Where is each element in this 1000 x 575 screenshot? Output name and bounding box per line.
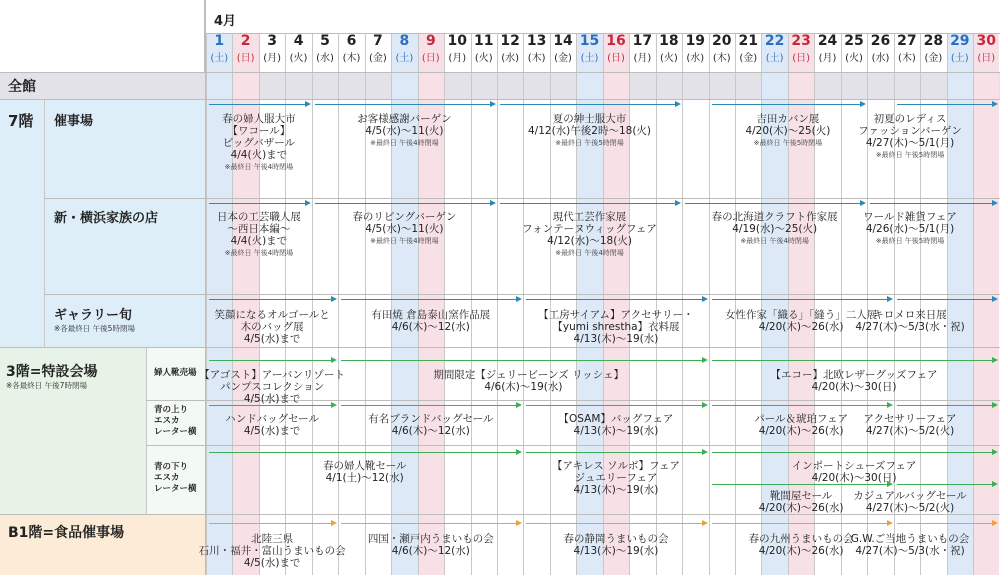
row-line	[146, 445, 1000, 446]
day-number: 3	[267, 33, 277, 49]
event-date: 4/13(木)〜19(水)	[573, 484, 659, 496]
f7-gallery-note: ※各最終日 午後5時閉場	[54, 324, 135, 333]
day-header	[312, 33, 338, 71]
event-item	[820, 490, 1000, 514]
day-number: 1	[214, 33, 225, 49]
event-period-arrow	[712, 104, 865, 105]
day-header	[761, 33, 787, 71]
f7-gallery-label: ギャラリー旬	[54, 308, 133, 323]
f7-label: 7階	[8, 112, 34, 130]
event-date: 4/5(水)まで	[243, 557, 301, 569]
event-period-arrow	[712, 299, 891, 300]
day-header	[973, 33, 999, 71]
event-title: 初夏のレディス	[873, 113, 947, 125]
day-header	[629, 33, 655, 71]
event-period-arrow	[897, 523, 996, 524]
event-date: 4/13(木)〜19(水)	[573, 425, 659, 437]
event-period-arrow	[712, 360, 996, 361]
event-note: ※最終日 午後5時閉場	[753, 139, 823, 147]
event-item	[764, 369, 944, 393]
event-title: 【工房サイアム】アクセサリー・	[538, 309, 694, 321]
event-period-arrow	[341, 360, 705, 361]
day-weekday: (火)	[289, 53, 308, 64]
day-number: 23	[791, 33, 811, 49]
day-number: 26	[870, 33, 891, 49]
day-weekday: (日)	[977, 53, 996, 64]
day-header	[471, 33, 497, 71]
day-header	[418, 33, 444, 71]
event-title: 現代工芸作家展	[552, 211, 627, 223]
day-header	[338, 33, 364, 71]
event-date: 4/20(木)〜30(日)	[811, 472, 897, 484]
event-item	[820, 413, 1000, 437]
day-number: 28	[923, 33, 944, 49]
day-weekday: (金)	[369, 53, 387, 64]
day-header	[523, 33, 549, 71]
event-title: ハンドバッグセール	[225, 413, 319, 425]
event-date: 4/4(火)まで	[230, 235, 288, 247]
row-line	[0, 72, 1000, 73]
event-date: 4/27(木)〜5/3(水・祝)	[855, 545, 965, 557]
event-period-arrow	[897, 104, 996, 105]
day-weekday: (金)	[739, 53, 758, 64]
b1-label: B1階=食品催事場	[8, 525, 125, 541]
day-header	[497, 33, 523, 71]
all-row-bg	[0, 72, 1000, 99]
event-date: 4/20(木)〜26(水)	[758, 425, 844, 437]
f3-shoes-label: 婦人靴売場	[154, 368, 197, 378]
event-period-arrow	[712, 484, 891, 485]
day-header	[682, 33, 708, 71]
day-weekday: (火)	[659, 53, 678, 64]
event-date: 4/1(土)〜12(水)	[325, 472, 404, 484]
day-number: 25	[844, 33, 864, 49]
event-date: 4/27(木)〜5/2(火)	[865, 425, 955, 437]
event-period-arrow	[209, 104, 309, 105]
day-header	[232, 33, 258, 71]
event-item	[433, 369, 624, 393]
event-date: 4/4(火)まで	[230, 149, 288, 161]
row-line	[0, 514, 1000, 515]
event-date: 4/20(木)〜26(水)	[758, 321, 844, 333]
day-header	[365, 33, 391, 71]
day-number: 20	[712, 33, 732, 49]
event-item	[182, 369, 362, 405]
event-period-arrow	[341, 405, 520, 406]
event-item	[341, 533, 521, 557]
event-title: お客様感謝バーゲン	[357, 113, 452, 125]
day-number: 8	[399, 33, 410, 49]
day-header	[841, 33, 867, 71]
event-title: 木のバッグ展	[240, 321, 304, 333]
event-item	[314, 113, 494, 149]
day-weekday: (土)	[210, 53, 229, 64]
event-period-arrow	[897, 484, 996, 485]
event-date: 4/27(木)〜5/3(水・祝)	[855, 321, 965, 333]
day-number: 10	[447, 33, 467, 49]
event-note: ※最終日 午後5時閉場	[875, 151, 945, 159]
event-date: 4/5(水)まで	[243, 393, 301, 405]
event-note: ※最終日 午後5時閉場	[555, 139, 624, 147]
event-title: 石川・福井・富山うまいもの会	[198, 545, 346, 557]
row-line	[0, 99, 1000, 100]
event-period-arrow	[209, 360, 335, 361]
event-period-arrow	[341, 523, 520, 524]
event-item	[314, 211, 494, 247]
event-period-arrow	[526, 452, 705, 453]
event-title: 春の九州うまいもの会	[748, 533, 854, 545]
day-weekday: (木)	[712, 53, 731, 64]
event-period-arrow	[500, 203, 679, 204]
event-title: 靴間屋セール	[769, 490, 833, 502]
event-period-arrow	[712, 405, 891, 406]
event-title: ファッションバーゲン	[858, 125, 962, 137]
event-title: アクセサリーフェア	[863, 413, 957, 425]
day-number: 11	[473, 33, 494, 49]
event-title: 日本の工芸職人展	[216, 211, 301, 223]
event-date: 4/20(木)〜25(火)	[745, 125, 831, 137]
event-title: 笑顔になるオルゴールと	[214, 309, 330, 321]
event-title: 【アキレス ソルボ】フェア	[551, 460, 680, 472]
f3-label: 3階=特設会場	[6, 364, 98, 380]
day-header	[444, 33, 470, 71]
event-period-arrow	[500, 104, 679, 105]
day-number: 2	[240, 33, 251, 49]
event-item	[820, 309, 1000, 333]
event-period-arrow	[209, 452, 520, 453]
day-header	[259, 33, 285, 71]
day-weekday: (土)	[765, 53, 784, 64]
event-period-arrow	[315, 104, 494, 105]
event-date: 4/20(木)〜26(水)	[758, 502, 844, 514]
f3-up-label: 青の上り エスカ レーター横	[154, 405, 197, 437]
event-period-arrow	[315, 203, 494, 204]
event-date: 4/27(木)〜5/2(火)	[865, 502, 955, 514]
event-date: 4/5(水)〜11(火)	[365, 125, 444, 137]
day-header	[709, 33, 735, 71]
day-number: 19	[685, 33, 706, 49]
month-label: 4月	[214, 14, 237, 29]
event-date: 4/13(木)〜19(水)	[573, 333, 659, 345]
day-header	[391, 33, 417, 71]
event-date: 4/20(木)〜26(水)	[758, 545, 844, 557]
day-header	[576, 33, 602, 71]
event-item	[526, 309, 706, 345]
f7-event-label: 催事場	[54, 114, 94, 129]
event-item	[275, 460, 455, 484]
event-item	[764, 460, 944, 484]
day-weekday: (日)	[607, 53, 625, 64]
event-note: ※最終日 午後4時閉場	[370, 139, 439, 147]
day-weekday: (木)	[527, 53, 546, 64]
day-header	[947, 33, 973, 71]
event-title: キロメロ来日展	[873, 309, 947, 321]
event-title: 【yumi shrestha】衣料展	[552, 321, 680, 333]
event-item	[182, 413, 362, 437]
day-column-line	[497, 33, 498, 575]
day-number: 7	[373, 33, 383, 49]
day-number: 24	[817, 33, 838, 49]
day-header	[206, 33, 232, 71]
day-number: 4	[293, 33, 304, 49]
day-number: 17	[632, 33, 653, 49]
day-number: 6	[346, 33, 357, 49]
event-title: 夏の紳士服大市	[552, 113, 627, 125]
event-title: ビッグバザール	[222, 137, 296, 149]
day-number: 5	[320, 33, 330, 49]
event-item	[820, 211, 1000, 247]
event-title: ワールド雑貨フェア	[863, 211, 957, 223]
event-note: ※最終日 午後5時閉場	[875, 237, 945, 245]
event-item	[526, 413, 706, 437]
event-title: フォンテーヌウィッグフェア	[522, 223, 657, 235]
f7-family-label: 新・横浜家族の店	[54, 211, 159, 226]
event-title: 春の婦人服大市	[222, 113, 296, 125]
event-title: カジュアルバッグセール	[853, 490, 967, 502]
event-title: 〜西日本編〜	[227, 223, 291, 235]
header-blank	[0, 0, 205, 72]
event-date: 4/5(水)〜11(火)	[365, 223, 444, 235]
event-title: 春の北海道クラフト作家展	[711, 211, 838, 223]
event-period-arrow	[712, 452, 996, 453]
event-date: 4/19(水)〜25(火)	[732, 223, 818, 235]
event-date: 4/20(木)〜30(日)	[811, 381, 897, 393]
event-title: 【エコー】北欧レザーグッズフェア	[770, 369, 938, 381]
day-number: 27	[897, 33, 917, 49]
event-period-arrow	[870, 203, 996, 204]
event-date: 4/27(木)〜5/1(月)	[865, 137, 955, 149]
row-line	[0, 347, 1000, 348]
f3-down-label: 青の下り エスカ レーター横	[154, 462, 197, 494]
day-number: 13	[526, 33, 547, 49]
event-item	[500, 211, 680, 259]
event-title: インポートシューズフェア	[791, 460, 917, 472]
event-item	[526, 460, 706, 496]
day-header	[788, 33, 814, 71]
event-title: 春のリビングバーゲン	[352, 211, 457, 223]
event-item	[820, 533, 1000, 557]
event-title: 吉田カバン展	[756, 113, 820, 125]
event-title: 北陸三県	[251, 533, 294, 545]
event-note: ※最終日 午後4時閉場	[740, 237, 809, 245]
day-number: 21	[738, 33, 758, 49]
event-date: 4/5(水)まで	[243, 425, 301, 437]
event-period-arrow	[712, 523, 891, 524]
event-title: 春の婦人靴セール	[323, 460, 407, 472]
event-date: 4/6(木)〜19(水)	[484, 381, 563, 393]
day-number: 18	[659, 33, 679, 49]
day-weekday: (金)	[924, 53, 943, 64]
event-title: 有田焼 倉島泰山窯作品展	[371, 309, 491, 321]
day-weekday: (火)	[474, 53, 493, 64]
event-note: ※最終日 午後4時閉場	[555, 249, 624, 257]
event-item	[341, 309, 521, 333]
event-title: 女性作家「織る」「縫う」二人展	[725, 309, 878, 321]
day-number: 14	[553, 33, 573, 49]
day-number: 30	[976, 33, 996, 49]
day-header	[550, 33, 576, 71]
event-title: 有名ブランドバッグセール	[368, 413, 494, 425]
all-label: 全館	[8, 79, 36, 95]
day-header	[814, 33, 840, 71]
event-period-arrow	[526, 523, 705, 524]
row-line	[44, 198, 1000, 199]
event-period-arrow	[526, 299, 705, 300]
event-date: 4/6(木)〜12(水)	[391, 425, 470, 437]
event-item	[526, 533, 706, 557]
day-weekday: (火)	[845, 53, 863, 64]
event-item	[182, 533, 362, 569]
day-number: 9	[425, 33, 436, 49]
day-weekday: (水)	[501, 53, 520, 64]
event-period-arrow	[209, 203, 309, 204]
day-header	[920, 33, 946, 71]
day-weekday: (月)	[818, 53, 837, 64]
day-header	[603, 33, 629, 71]
event-date: 4/12(水)午後2時〜18(火)	[528, 125, 652, 137]
event-title: 【ワコール】	[227, 125, 291, 137]
day-weekday: (日)	[792, 53, 811, 64]
day-weekday: (月)	[633, 53, 652, 64]
day-weekday: (水)	[686, 53, 705, 64]
day-header	[656, 33, 682, 71]
day-weekday: (土)	[395, 53, 414, 64]
event-period-arrow	[897, 405, 996, 406]
day-number: 12	[500, 33, 520, 49]
event-period-arrow	[209, 299, 335, 300]
day-number: 16	[606, 33, 626, 49]
event-title: パール＆琥珀フェア	[754, 413, 848, 425]
day-number: 15	[579, 33, 600, 49]
day-weekday: (日)	[236, 53, 255, 64]
day-header	[894, 33, 920, 71]
event-date: 4/12(水)〜18(火)	[547, 235, 632, 247]
event-period-arrow	[685, 203, 864, 204]
event-date: 4/5(水)まで	[243, 333, 301, 345]
event-date: 4/26(水)〜5/1(月)	[865, 223, 955, 235]
day-header	[867, 33, 893, 71]
event-date: 4/13(木)〜19(水)	[573, 545, 659, 557]
day-weekday: (日)	[421, 53, 440, 64]
event-title: ジュエリーフェア	[574, 472, 658, 484]
day-header	[285, 33, 311, 71]
event-period-arrow	[209, 405, 335, 406]
day-weekday: (月)	[263, 53, 282, 64]
day-number: 22	[764, 33, 785, 49]
day-weekday: (木)	[342, 53, 361, 64]
event-note: ※最終日 午後4時閉場	[224, 163, 294, 171]
event-date: 4/6(木)〜12(水)	[391, 321, 470, 333]
event-item	[820, 113, 1000, 161]
header-divider	[205, 33, 1000, 34]
f7-subcol-line	[44, 99, 45, 347]
event-item	[341, 413, 521, 437]
event-period-arrow	[341, 299, 520, 300]
event-date: 4/6(木)〜12(水)	[391, 545, 470, 557]
event-title: 【OSAM】バッグフェア	[558, 413, 674, 425]
event-note: ※最終日 午後4時閉場	[224, 249, 294, 257]
event-item	[500, 113, 680, 149]
event-period-arrow	[209, 523, 335, 524]
event-title: 春の静岡うまいもの会	[563, 533, 669, 545]
event-title: パンプスコレクション	[220, 381, 325, 393]
event-period-arrow	[526, 405, 705, 406]
event-item	[182, 309, 362, 345]
day-number: 29	[950, 33, 970, 49]
row-header-divider	[205, 0, 206, 575]
day-weekday: (土)	[580, 53, 599, 64]
day-weekday: (土)	[950, 53, 969, 64]
day-weekday: (木)	[898, 53, 916, 64]
event-period-arrow	[897, 299, 996, 300]
event-note: ※最終日 午後4時閉場	[370, 237, 439, 245]
event-title: 期間限定【ジェリービーンズ リッシェ】	[433, 369, 624, 381]
day-header	[735, 33, 761, 71]
day-weekday: (水)	[871, 53, 890, 64]
event-title: 【アゴスト】アーバンリゾート	[199, 369, 345, 381]
day-weekday: (金)	[554, 53, 572, 64]
f3-note: ※各最終日 午後7時閉場	[6, 381, 87, 390]
day-weekday: (月)	[448, 53, 467, 64]
event-title: 四国・瀬戸内うまいもの会	[367, 533, 494, 545]
day-weekday: (水)	[316, 53, 334, 64]
event-title: G.W.ご当地うまいもの会	[850, 533, 970, 545]
